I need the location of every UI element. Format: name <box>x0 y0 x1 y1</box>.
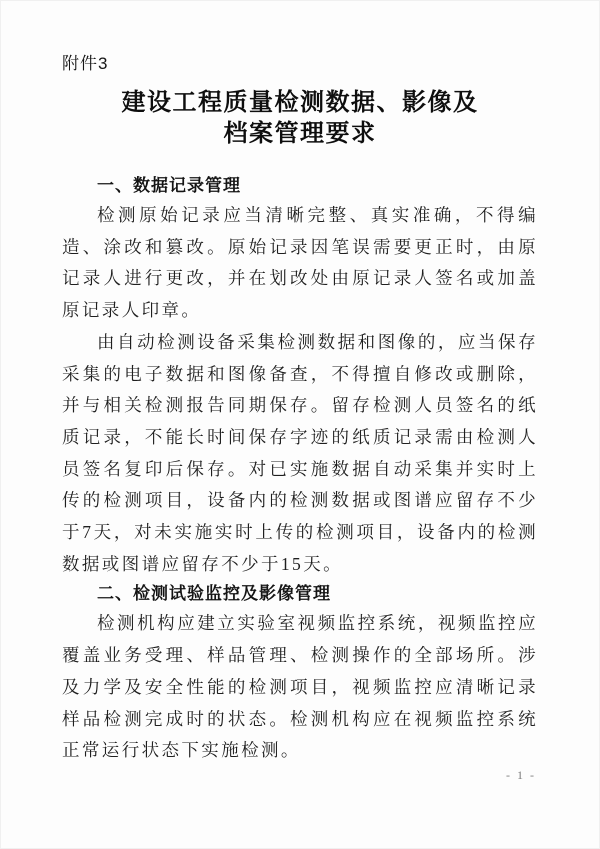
document-title <box>62 88 538 150</box>
section-heading-2: 二、检测试验监控及影像管理 <box>97 584 331 604</box>
paragraph: 由自动检测设备采集检测数据和图像的，应当保存采集的电子数据和图像备查，不得擅自修改或删除，并与相关检测报告同期保存。留存检测人员签名的纸质记录，不能长时间保存字迹的纸质记录需由检测人员签名复印后保存。对已实施数据自动采集并实时上传的检测项目，设备内的检测数据或图谱应留存不少于7天，对未实施实时上传的检测项目，设备内的检测数据或图谱应留存不少于15天。 <box>62 331 538 574</box>
attachment-label: 附件3 <box>62 54 109 73</box>
document-title-line-1: 建设工程质量检测数据、影像及 <box>121 90 479 116</box>
section-heading-1: 一、数据记录管理 <box>97 176 241 195</box>
document-title-line-2: 档案管理要求 <box>223 121 377 147</box>
paragraph: 检测原始记录应当清晰完整、真实准确，不得编造、涂改和篡改。原始记录因笔误需要更正时，由原记录人进行更改，并在划改处由原记录人签名或加盖原记录人印章。 <box>62 205 538 321</box>
document-content <box>62 52 538 767</box>
paragraph: 检测机构应建立实验室视频监控系统，视频监控应覆盖业务受理、样品管理、检测操作的全部场所。涉及力学及安全性能的检测项目，视频监控应清晰记录样品检测完成时的状态。检测机构应在视频监控系统正常运行状态下实施检测。 <box>62 613 538 761</box>
page-number: - 1 - <box>506 768 536 782</box>
